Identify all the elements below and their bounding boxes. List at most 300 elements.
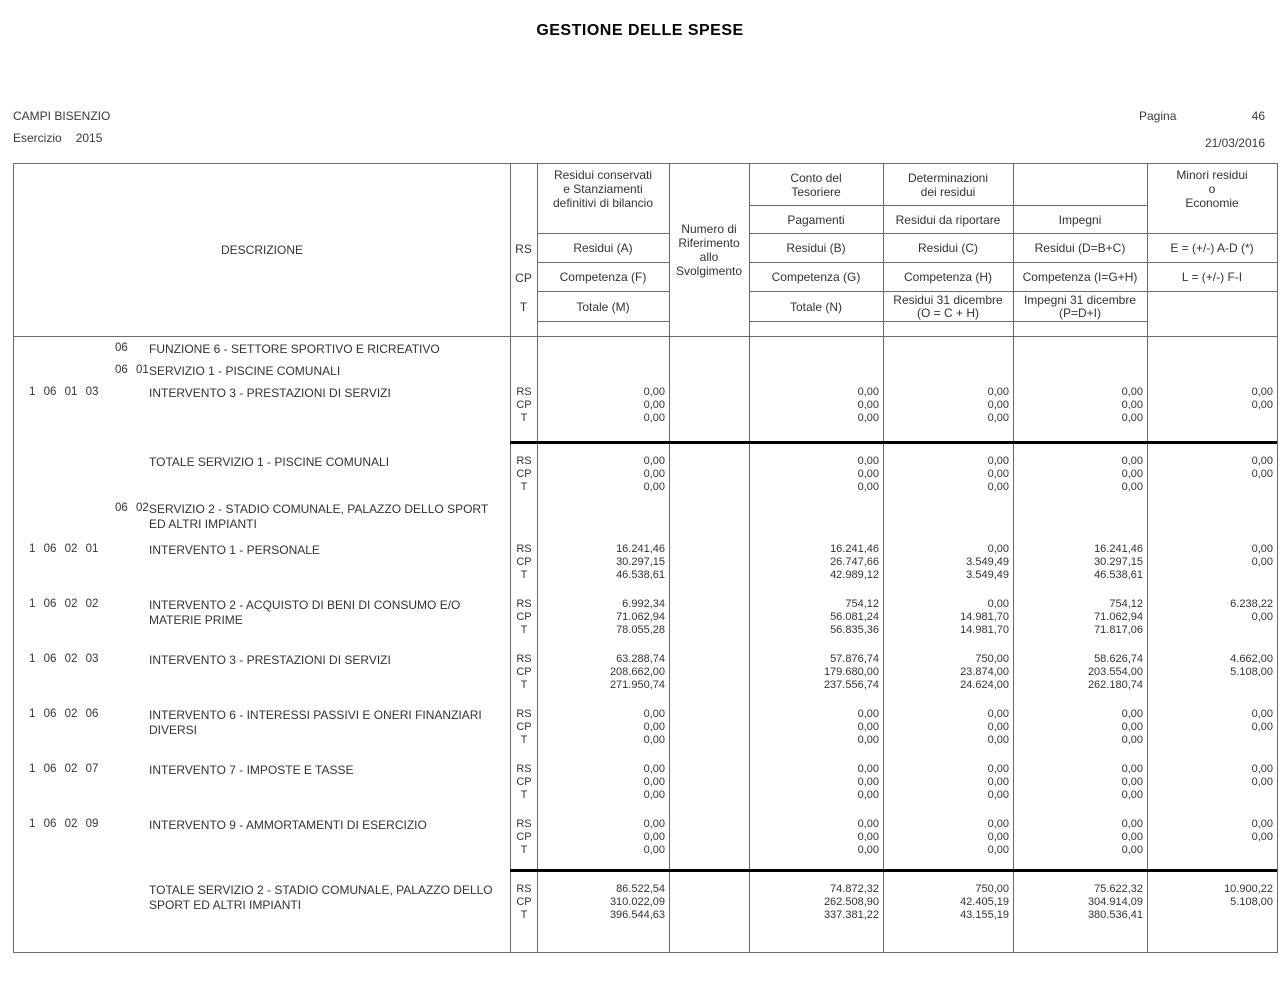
value: 5.108,00 [1230, 666, 1273, 678]
value: 16.241,46 [830, 543, 879, 555]
value-cell [1013, 443, 1147, 497]
value-cell [883, 538, 1013, 593]
value: 203.554,00 [1087, 666, 1143, 678]
value: 750,00 [975, 653, 1009, 665]
value: 179.680,00 [823, 666, 879, 678]
row-code: 1 06 02 03 [29, 653, 99, 665]
value: 0,00 [987, 399, 1009, 411]
column-header-competenza-i: Competenza (I=G+H) [1013, 263, 1147, 292]
value-cell [883, 337, 1013, 359]
header-line: Tesoriere [791, 184, 841, 199]
value: 14.981,70 [960, 624, 1009, 636]
row-type-cell [510, 871, 537, 952]
value: 0,00 [1251, 708, 1273, 720]
value: 0,00 [857, 734, 879, 746]
column-header-totale-m: Totale (M) [537, 292, 669, 322]
value: 754,12 [1109, 598, 1143, 610]
value: 0,00 [987, 598, 1009, 610]
value-cell [1013, 813, 1147, 871]
row-description: SERVIZIO 1 - PISCINE COMUNALI [149, 364, 341, 378]
header-line: e Stanziamenti [563, 182, 643, 196]
value-cell [537, 538, 669, 593]
value: 396.544,63 [609, 909, 665, 921]
row-type-cell [510, 443, 537, 497]
header-line: Economie [1185, 196, 1239, 210]
header-line: definitivi di bilancio [552, 196, 654, 210]
numero-riferimento-cell [669, 813, 749, 871]
row-type-label: T [520, 844, 528, 856]
row-type-cell [510, 337, 537, 359]
row-type-cell [510, 758, 537, 813]
value: 0,00 [987, 776, 1009, 788]
value: 43.155,19 [960, 909, 1009, 921]
table-row [14, 703, 1277, 758]
value-cell [883, 703, 1013, 758]
value: 14.981,70 [960, 611, 1009, 623]
row-type-cell [510, 497, 537, 538]
value: 0,00 [987, 831, 1009, 843]
row-description: FUNZIONE 6 - SETTORE SPORTIVO E RICREATIVO [149, 342, 440, 356]
value-cell [1147, 359, 1277, 381]
section-row [14, 337, 1277, 359]
value: 75.622,32 [1094, 883, 1143, 895]
section-row [14, 497, 1277, 538]
column-header-numero-riferimento [669, 164, 749, 336]
value: 5.108,00 [1230, 896, 1273, 908]
value-cell [537, 703, 669, 758]
value: 6.238,22 [1230, 598, 1273, 610]
header-line: dei residui [920, 184, 976, 199]
numero-riferimento-cell [669, 381, 749, 443]
entity-name: CAMPI BISENZIO [13, 109, 111, 123]
report-date: 21/03/2016 [1204, 136, 1265, 150]
value: 0,00 [1121, 468, 1143, 480]
numero-riferimento-cell [669, 538, 749, 593]
value: 0,00 [643, 386, 665, 398]
value: 0,00 [1251, 556, 1273, 568]
value: 58.626,74 [1094, 653, 1143, 665]
value: 0,00 [1251, 831, 1273, 843]
value: 74.872,32 [830, 883, 879, 895]
value: 0,00 [857, 844, 879, 856]
row-type-label: T [520, 569, 528, 581]
value: 16.241,46 [1094, 543, 1143, 555]
value: 0,00 [1251, 763, 1273, 775]
header-line: Residui 31 dicembre [893, 292, 1003, 307]
value-cell [749, 758, 883, 813]
value: 0,00 [1121, 734, 1143, 746]
column-header-residui-b: Residui (B) [749, 234, 883, 263]
column-header-residui-d: Residui (D=B+C) [1013, 234, 1147, 263]
column-divider [510, 164, 511, 336]
exercise-year: 2015 [75, 131, 103, 145]
row-type-label: CP [516, 399, 532, 411]
row-type-cell [510, 703, 537, 758]
value: 0,00 [857, 468, 879, 480]
value: 0,00 [643, 831, 665, 843]
row-type-cell [510, 359, 537, 381]
row-type-label: CP [516, 556, 532, 568]
table-row [14, 758, 1277, 813]
value-cell [749, 443, 883, 497]
column-header-formula-e: E = (+/-) A-D (*) [1147, 234, 1277, 263]
value-cell [537, 337, 669, 359]
total-row [14, 871, 1277, 952]
value: 4.662,00 [1230, 653, 1273, 665]
value: 0,00 [643, 455, 665, 467]
value-cell [749, 381, 883, 443]
value-cell [749, 337, 883, 359]
value: 0,00 [1121, 386, 1143, 398]
description-cell [14, 381, 510, 443]
value: 750,00 [975, 883, 1009, 895]
value: 0,00 [1251, 399, 1273, 411]
header-line: (P=D+I) [1058, 305, 1101, 320]
value: 71.062,94 [616, 611, 665, 623]
column-divider [749, 164, 750, 336]
value: 262.508,90 [823, 896, 879, 908]
value: 0,00 [1121, 481, 1143, 493]
row-type-cell [510, 593, 537, 648]
table-header [14, 164, 1277, 337]
value: 10.900,22 [1224, 883, 1273, 895]
value: 0,00 [857, 789, 879, 801]
value-cell [1013, 381, 1147, 443]
table-row [14, 813, 1277, 871]
total-row [14, 443, 1277, 497]
row-type-label: CP [516, 468, 532, 480]
row-description: TOTALE SERVIZIO 2 - STADIO COMUNALE, PALAZZO DELLO SPORT ED ALTRI IMPIANTI [149, 883, 493, 912]
expenses-table [13, 163, 1278, 953]
value: 57.876,74 [830, 653, 879, 665]
column-group-conto-tesoriere [749, 164, 883, 206]
row-code: 1 06 02 01 [29, 543, 99, 555]
column-divider [669, 164, 670, 336]
page-number: 46 [1251, 109, 1265, 123]
value: 30.297,15 [616, 556, 665, 568]
header-line: allo [699, 250, 719, 264]
value: 46.538,61 [1094, 569, 1143, 581]
row-type-label: RS [516, 386, 532, 398]
value: 304.914,09 [1087, 896, 1143, 908]
value-cell [883, 593, 1013, 648]
value: 0,00 [1251, 776, 1273, 788]
value-cell [537, 648, 669, 703]
column-header-residui-da-riportare: Residui da riportare [883, 206, 1013, 234]
row-type-label-rs: RS [515, 241, 532, 256]
value-cell [749, 538, 883, 593]
value: 0,00 [1251, 386, 1273, 398]
value: 78.055,28 [616, 624, 665, 636]
value: 0,00 [987, 481, 1009, 493]
value: 754,12 [845, 598, 879, 610]
value-cell [1013, 538, 1147, 593]
value-cell [537, 381, 669, 443]
value: 0,00 [643, 789, 665, 801]
value: 0,00 [987, 455, 1009, 467]
value: 0,00 [987, 818, 1009, 830]
value: 0,00 [987, 412, 1009, 424]
value: 0,00 [643, 468, 665, 480]
row-type-label: RS [516, 708, 532, 720]
row-type-label: T [520, 734, 528, 746]
page-title: GESTIONE DELLE SPESE [536, 22, 744, 39]
value-cell [537, 593, 669, 648]
description-cell [14, 443, 510, 497]
description-cell [14, 359, 510, 381]
value-cell [749, 359, 883, 381]
value: 3.549,49 [966, 569, 1009, 581]
row-description: TOTALE SERVIZIO 1 - PISCINE COMUNALI [149, 455, 390, 469]
header-line: Conto del [790, 170, 842, 185]
value-cell [1147, 337, 1277, 359]
value: 46.538,61 [616, 569, 665, 581]
column-group-determinazioni-residui [883, 164, 1013, 206]
value: 0,00 [987, 844, 1009, 856]
value: 0,00 [1251, 818, 1273, 830]
page-number-line [1139, 109, 1265, 123]
value: 0,00 [857, 818, 879, 830]
value: 42.405,19 [960, 896, 1009, 908]
value: 56.081,24 [830, 611, 879, 623]
description-cell [14, 813, 510, 871]
description-cell [14, 538, 510, 593]
value: 0,00 [1251, 611, 1273, 623]
value-cell [1147, 381, 1277, 443]
total-separator [510, 441, 1277, 444]
row-type-label: CP [516, 896, 532, 908]
value: 63.288,74 [616, 653, 665, 665]
value: 86.522,54 [616, 883, 665, 895]
description-cell [14, 497, 510, 538]
header-line: Svolgimento [675, 264, 743, 278]
column-divider [537, 164, 538, 336]
column-group-residui-conservati [537, 164, 669, 234]
value-cell [1013, 337, 1147, 359]
row-description: INTERVENTO 6 - INTERESSI PASSIVI E ONERI FINANZIARI DIVERSI [149, 708, 482, 737]
value: 380.536,41 [1087, 909, 1143, 921]
value: 6.992,34 [622, 598, 665, 610]
header-line: (O = C + H) [916, 305, 979, 320]
numero-riferimento-cell [669, 497, 749, 538]
table-row [14, 381, 1277, 443]
value: 0,00 [987, 763, 1009, 775]
description-cell [14, 648, 510, 703]
column-divider [1013, 164, 1014, 336]
row-type-label: T [520, 481, 528, 493]
value: 71.062,94 [1094, 611, 1143, 623]
exercise-label: Esercizio [13, 131, 62, 145]
header-line: Minori residui [1176, 168, 1248, 182]
column-header-residui-c: Residui (C) [883, 234, 1013, 263]
value-cell [883, 497, 1013, 538]
value-cell [1147, 593, 1277, 648]
column-header-competenza-g: Competenza (G) [749, 263, 883, 292]
value: 0,00 [643, 399, 665, 411]
numero-riferimento-cell [669, 443, 749, 497]
row-code: 1 06 02 09 [29, 818, 99, 830]
numero-riferimento-cell [669, 359, 749, 381]
value-cell [749, 813, 883, 871]
value: 0,00 [987, 543, 1009, 555]
row-type-label: RS [516, 543, 532, 555]
column-header-pagamenti: Pagamenti [749, 206, 883, 234]
description-cell [14, 593, 510, 648]
description-cell [14, 871, 510, 952]
column-header-totale-n: Totale (N) [749, 292, 883, 322]
value: 0,00 [1121, 455, 1143, 467]
value: 71.817,06 [1094, 624, 1143, 636]
value-cell [883, 443, 1013, 497]
value: 0,00 [987, 708, 1009, 720]
row-type-cell [510, 381, 537, 443]
value-cell [1013, 497, 1147, 538]
header-line: Riferimento [678, 236, 740, 250]
value: 0,00 [643, 708, 665, 720]
value: 0,00 [1121, 818, 1143, 830]
description-cell [14, 758, 510, 813]
value: 0,00 [987, 386, 1009, 398]
value: 0,00 [1121, 844, 1143, 856]
row-type-label: RS [516, 763, 532, 775]
value-cell [537, 871, 669, 952]
value: 208.662,00 [609, 666, 665, 678]
row-type-label: RS [516, 455, 532, 467]
value: 0,00 [987, 721, 1009, 733]
value: 0,00 [1121, 399, 1143, 411]
row-type-label: CP [516, 776, 532, 788]
value: 0,00 [857, 708, 879, 720]
row-type-label: T [520, 789, 528, 801]
row-type-cell [510, 648, 537, 703]
value-cell [883, 359, 1013, 381]
value: 26.747,66 [830, 556, 879, 568]
page-label: Pagina [1139, 109, 1177, 123]
row-type-label: RS [516, 883, 532, 895]
value-cell [1013, 359, 1147, 381]
value-cell [1013, 648, 1147, 703]
numero-riferimento-cell [669, 758, 749, 813]
row-type-label: T [520, 909, 528, 921]
value: 0,00 [643, 734, 665, 746]
value: 0,00 [987, 734, 1009, 746]
row-type-label: RS [516, 653, 532, 665]
value: 271.950,74 [609, 679, 665, 691]
row-code: 06 01 [115, 364, 149, 376]
header-line: Residui conservati [553, 168, 653, 182]
value: 0,00 [1121, 708, 1143, 720]
value: 0,00 [1121, 789, 1143, 801]
value: 0,00 [1251, 721, 1273, 733]
value-cell [749, 871, 883, 952]
header-line: Determinazioni [907, 170, 989, 185]
row-code: 1 06 02 06 [29, 708, 99, 720]
row-type-label: T [520, 624, 528, 636]
value: 0,00 [987, 789, 1009, 801]
value-cell [883, 871, 1013, 952]
section-row [14, 359, 1277, 381]
table-body [14, 337, 1277, 952]
column-header-impegni-31-dicembre [1013, 292, 1147, 322]
value: 0,00 [1121, 763, 1143, 775]
value-cell [1013, 758, 1147, 813]
value: 0,00 [1251, 455, 1273, 467]
value: 0,00 [857, 399, 879, 411]
value-cell [749, 593, 883, 648]
row-type-label: CP [516, 721, 532, 733]
table-row [14, 593, 1277, 648]
value-cell [1147, 648, 1277, 703]
column-header-impegni: Impegni [1013, 206, 1147, 234]
value: 0,00 [857, 455, 879, 467]
value: 0,00 [1121, 831, 1143, 843]
value-cell [883, 758, 1013, 813]
value: 0,00 [857, 481, 879, 493]
value-cell [1013, 703, 1147, 758]
table-row [14, 648, 1277, 703]
row-description: INTERVENTO 3 - PRESTAZIONI DI SERVIZI [149, 386, 391, 400]
column-header-residui-a: Residui (A) [537, 234, 669, 263]
total-separator [510, 869, 1277, 872]
row-code: 1 06 02 02 [29, 598, 99, 610]
column-divider [1147, 164, 1148, 336]
row-description: INTERVENTO 3 - PRESTAZIONI DI SERVIZI [149, 653, 391, 667]
value: 337.381,22 [823, 909, 879, 921]
row-type-label: CP [516, 831, 532, 843]
value-cell [1147, 497, 1277, 538]
value: 24.624,00 [960, 679, 1009, 691]
value: 0,00 [643, 412, 665, 424]
empty-header-cell [1147, 292, 1277, 322]
header-line: Numero di [681, 222, 737, 236]
column-header-residui-31-dicembre [883, 292, 1013, 322]
numero-riferimento-cell [669, 337, 749, 359]
value-cell [537, 813, 669, 871]
row-type-label: RS [516, 818, 532, 830]
row-code: 1 06 01 03 [29, 386, 99, 398]
value: 0,00 [987, 468, 1009, 480]
description-cell [14, 337, 510, 359]
numero-riferimento-cell [669, 703, 749, 758]
value: 0,00 [643, 844, 665, 856]
value-cell [1147, 703, 1277, 758]
value: 0,00 [643, 481, 665, 493]
row-code: 1 06 02 07 [29, 763, 99, 775]
column-divider [883, 164, 884, 336]
value: 0,00 [643, 721, 665, 733]
header-line: o [1208, 182, 1216, 196]
row-description: INTERVENTO 1 - PERSONALE [149, 543, 320, 557]
value: 0,00 [1251, 543, 1273, 555]
value: 237.556,74 [823, 679, 879, 691]
row-code: 06 02 [115, 502, 149, 514]
numero-riferimento-cell [669, 871, 749, 952]
value: 0,00 [1121, 776, 1143, 788]
row-type-label: T [520, 679, 528, 691]
value: 23.874,00 [960, 666, 1009, 678]
row-type-label-cp: CP [515, 270, 532, 285]
empty-header-cell [1013, 164, 1147, 206]
value-cell [749, 648, 883, 703]
value: 0,00 [1121, 721, 1143, 733]
value-cell [1147, 443, 1277, 497]
value-cell [537, 497, 669, 538]
numero-riferimento-cell [669, 593, 749, 648]
row-type-label: RS [516, 598, 532, 610]
value-cell [883, 813, 1013, 871]
value-cell [537, 359, 669, 381]
numero-riferimento-cell [669, 648, 749, 703]
